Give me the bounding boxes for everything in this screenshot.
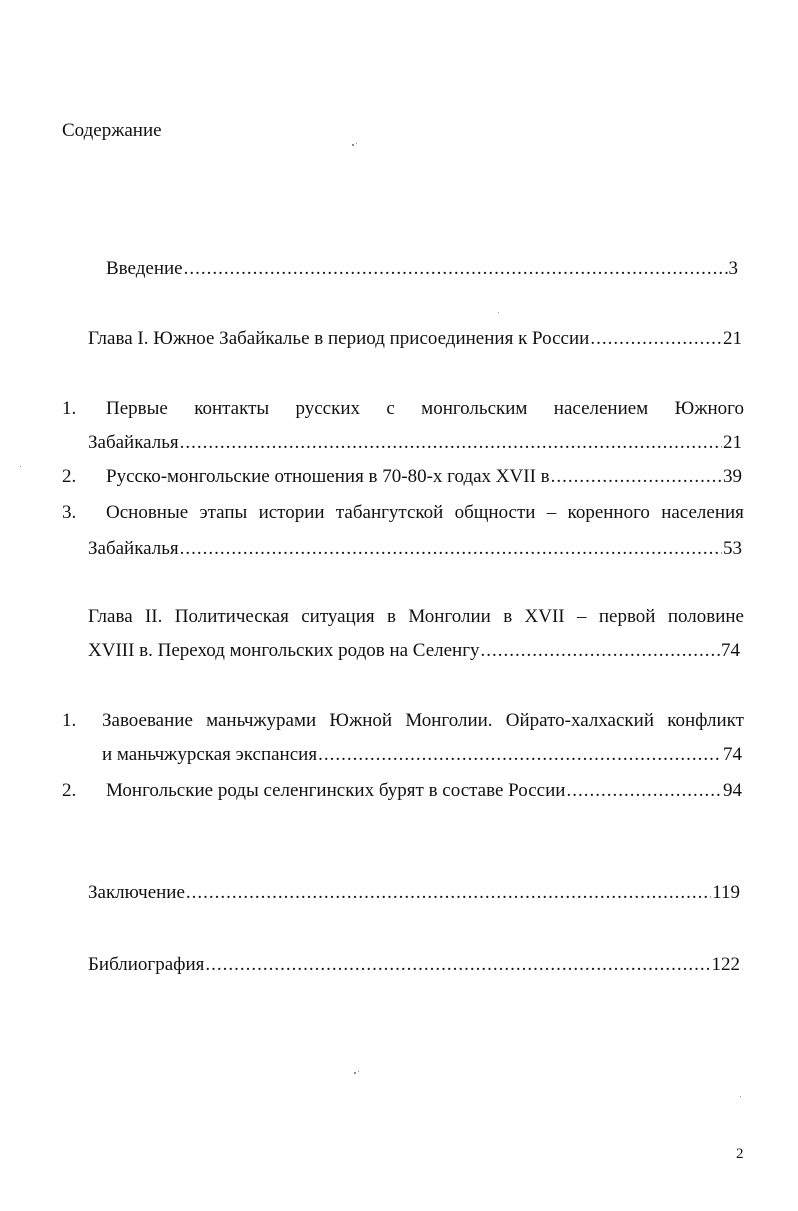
word: Основные: [106, 502, 189, 523]
dot-leader: [205, 954, 710, 976]
word: половине: [667, 606, 744, 627]
toc-entry-page: 21: [723, 432, 742, 453]
page-title: Содержание: [62, 120, 162, 141]
word: коренного: [567, 502, 650, 523]
toc-entry-page: 53: [723, 538, 742, 559]
dot-leader: [186, 882, 711, 904]
toc-item-number: 2.: [62, 780, 77, 801]
toc-entry-page: 94: [723, 780, 742, 801]
word: истории: [258, 502, 325, 523]
toc-entry-label: Монгольские роды селенгинских бурят в составе России: [106, 780, 566, 801]
toc-item-1-3-line1[interactable]: [106, 502, 744, 524]
dot-leader: [318, 744, 722, 766]
dot-leader: [566, 780, 722, 802]
toc-item-1-1-line2[interactable]: [88, 432, 742, 454]
word: Ойрато-халхаский: [505, 710, 654, 731]
scan-speck: [354, 1072, 356, 1074]
word: населения: [661, 502, 744, 523]
toc-entry-label: Введение: [106, 258, 183, 279]
scan-speck: [356, 143, 357, 144]
dot-leader: [481, 640, 720, 662]
toc-item-2-1-line2[interactable]: [102, 744, 742, 766]
toc-entry-page: 39: [723, 466, 742, 487]
toc-entry-label: Русско-монгольские отношения в 70-80-х годах XVII в: [106, 466, 550, 487]
word: Монголии: [408, 606, 491, 627]
toc-item-2-2[interactable]: [106, 780, 742, 802]
toc-entry-chapter-2-line1[interactable]: [88, 606, 744, 628]
toc-item-1-3-line2[interactable]: [88, 538, 742, 560]
word: маньчжурами: [206, 710, 317, 731]
toc-entry-label: Забайкалья: [88, 538, 179, 559]
word: II.: [144, 606, 163, 627]
toc-entry-page: 74: [721, 640, 740, 661]
toc-entry-bibliography[interactable]: [88, 954, 740, 976]
toc-entry-page: 3: [728, 258, 738, 279]
dot-leader: [551, 466, 722, 488]
dot-leader: [180, 432, 722, 454]
word: XVII: [524, 606, 565, 627]
word: монгольским: [421, 398, 528, 419]
word: Глава: [88, 606, 133, 627]
dot-leader: [184, 258, 728, 280]
toc-entry-chapter-1[interactable]: [88, 328, 742, 350]
word: общности: [454, 502, 536, 523]
word: конфликт: [667, 710, 744, 731]
word: в: [503, 606, 513, 627]
toc-entry-page: 119: [712, 882, 740, 903]
word: в: [387, 606, 396, 627]
toc-item-1-2[interactable]: [106, 466, 742, 488]
word: Монголии.: [405, 710, 493, 731]
toc-item-number: 3.: [62, 502, 77, 523]
toc-item-number: 1.: [62, 710, 77, 731]
toc-entry-label: Глава I. Южное Забайкалье в период присоединения к России: [88, 328, 590, 349]
toc-item-number: 2.: [62, 466, 77, 487]
word: русских: [295, 398, 361, 419]
word: первой: [598, 606, 656, 627]
word: Южной: [329, 710, 393, 731]
toc-entry-label: XVIII в. Переход монгольских родов на Селенгу: [88, 640, 480, 661]
dot-leader: [180, 538, 722, 560]
word: Завоевание: [102, 710, 193, 731]
scan-speck: [20, 466, 21, 467]
page-number: 2: [736, 1146, 744, 1162]
toc-item-2-1-line1[interactable]: [102, 710, 744, 732]
scan-speck: [358, 1071, 359, 1072]
word: населением: [553, 398, 649, 419]
word: этапы: [199, 502, 248, 523]
word: Политическая: [174, 606, 289, 627]
toc-entry-label: Библиография: [88, 954, 205, 975]
word: Южного: [674, 398, 744, 419]
scan-speck: [498, 312, 499, 313]
toc-entry-label: Заключение: [88, 882, 185, 903]
dot-leader: [590, 328, 722, 350]
word: табангутской: [335, 502, 444, 523]
toc-entry-page: 21: [723, 328, 742, 349]
word: контакты: [194, 398, 270, 419]
toc-entry-label: и маньчжурская экспансия: [102, 744, 318, 765]
word: –: [577, 606, 587, 627]
word: –: [546, 502, 557, 523]
toc-item-number: 1.: [62, 398, 77, 419]
toc-entry-introduction[interactable]: [106, 258, 738, 280]
scan-speck: [352, 144, 354, 146]
toc-item-1-1-line1[interactable]: [106, 398, 744, 420]
word: Первые: [106, 398, 168, 419]
toc-entry-page: 74: [723, 744, 742, 765]
toc-entry-chapter-2-line2[interactable]: [88, 640, 740, 662]
scan-speck: [740, 1096, 741, 1097]
toc-entry-page: 122: [711, 954, 740, 975]
word: с: [386, 398, 395, 419]
word: ситуация: [301, 606, 375, 627]
toc-entry-conclusion[interactable]: [88, 882, 740, 904]
toc-entry-label: Забайкалья: [88, 432, 179, 453]
